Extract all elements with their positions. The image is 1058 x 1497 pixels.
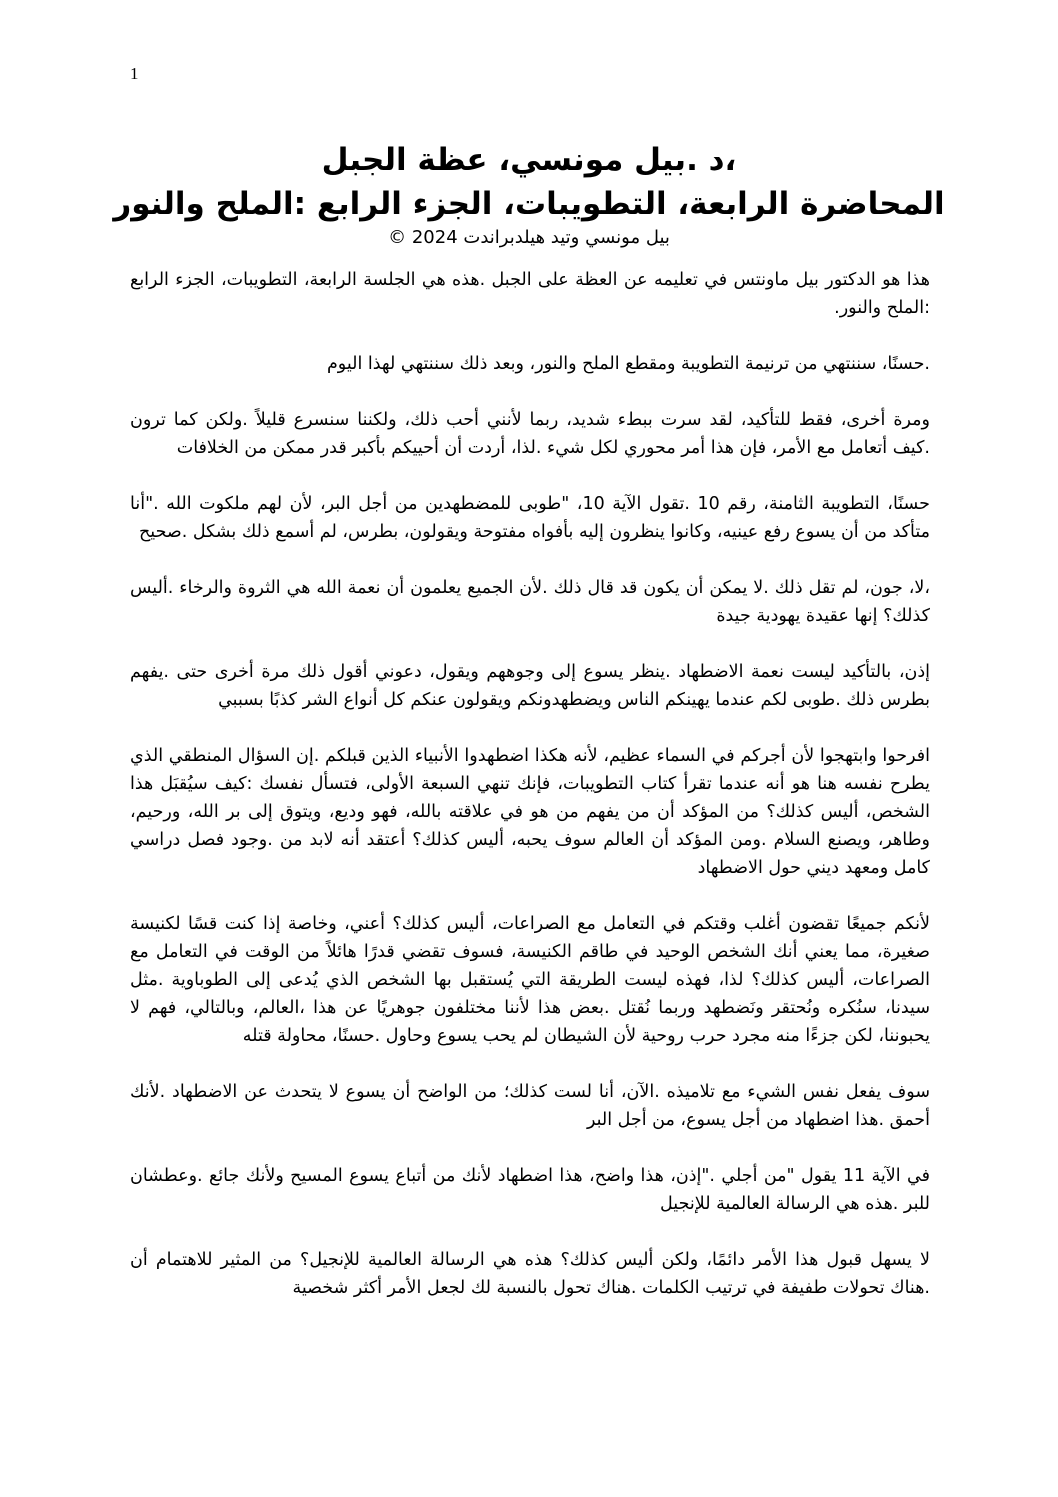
paragraph: .حسنًا، سننتهي من ترنيمة التطويبة ومقطع الملح والنور، وبعد ذلك سننتهي لهذا اليوم <box>326 354 930 374</box>
document-header <box>100 138 958 250</box>
paragraph: حسنًا، التطويبة الثامنة، رقم 10 .تقول الآية 10، "طوبى للمضطهدين من أجل البر، لأن لهم ملكوت الله ."أنا متأكد من أن يسوع رفع عينيه، وكانوا ينظرون إليه بأفواه مفتوحة ويقولون، بطرس، لم أسمع ذلك بشكل .صحيح <box>130 494 930 542</box>
title-line-2: المحاضرة الرابعة، التطويبات، الجزء الرابع :الملح والنور <box>113 186 945 222</box>
paragraph: سوف يفعل نفس الشيء مع تلاميذه .الآن، أنا لست كذلك؛ من الواضح أن يسوع لا يتحدث عن الاضطهاد .لأنك أحمق .هذا اضطهاد من أجل يسوع، من أجل البر <box>130 1082 930 1130</box>
paragraph: هذا هو الدكتور بيل ماونتس في تعليمه عن العظة على الجبل .هذه هي الجلسة الرابعة، التطويبات، الجزء الرابع :الملح والنور. <box>130 270 930 318</box>
paragraph: افرحوا وابتهجوا لأن أجركم في السماء عظيم، لأنه هكذا اضطهدوا الأنبياء الذين قبلكم .إن السؤال المنطقي الذي يطرح نفسه هنا هو أنه عندما تقرأ كتاب التطويبات، فإنك تنهي السبعة الأولى، فتسأل نفسك :كيف سيُقبَل هذا الشخص، أليس كذلك؟ من المؤكد أن من يفهم من هو في علاقته بالله، فهو وديع، ويتوق إلى بر الله، ورحيم، وطاهر، ويصنع السلام .ومن المؤكد أن العالم سوف يحبه، أليس كذلك؟ أعتقد أنه لابد من .وجود فصل دراسي كامل ومعهد ديني حول الاضطهاد <box>130 746 930 878</box>
paragraph: لا يسهل قبول هذا الأمر دائمًا، ولكن أليس كذلك؟ هذه هي الرسالة العالمية للإنجيل؟ من المثير للاهتمام أن .هناك تحولات طفيفة في ترتيب الكلمات .هناك تحول بالنسبة لك لجعل الأمر أكثر شخصية <box>130 1250 930 1298</box>
paragraph: ومرة أخرى، فقط للتأكيد، لقد سرت ببطء شديد، ربما لأنني أحب ذلك، ولكننا سنسرع قليلاً .ولكن كما ترون .كيف أتعامل مع الأمر، فإن هذا أمر محوري لكل شيء .لذا، أردت أن أحييكم بأكبر قدر ممكن من الخلافات <box>130 410 930 458</box>
title-line-1: ،د .بيل مونسي، عظة الجبل <box>321 142 737 178</box>
paragraph: في الآية 11 يقول "من أجلي ."إذن، هذا واضح، هذا اضطهاد لأنك من أتباع يسوع المسيح ولأنك جائع .وعطشان للبر .هذه هي الرسالة العالمية للإنجيل <box>130 1166 930 1214</box>
paragraph: لأنكم جميعًا تقضون أغلب وقتكم في التعامل مع الصراعات، أليس كذلك؟ أعني، وخاصة إذا كنت قسًا لكنيسة صغيرة، مما يعني أنك الشخص الوحيد في طاقم الكنيسة، فسوف تقضي قدرًا هائلاً من الوقت في التعامل مع الصراعات، أليس كذلك؟ لذا، فهذه ليست الطريقة التي يُستقبل بها الشخص الذي يُدعى إلى الطوباوية .مثل سيدنا، سنُكره ونُحتقر ونَضطهد وربما نُقتل .بعض هذا لأننا مختلفون جوهريًا عن هذا ،العالم، وبالتالي، فهم لا يحبوننا، لكن جزءًا منه مجرد حرب روحية لأن الشيطان لم يحب يسوع وحاول .حسنًا، محاولة قتله <box>130 914 930 1046</box>
paragraph: ،لا، جون، لم تقل ذلك .لا يمكن أن يكون قد قال ذلك .لأن الجميع يعلمون أن نعمة الله هي الثروة والرخاء .أليس كذلك؟ إنها عقيدة يهودية جيدة <box>130 578 930 626</box>
document-body <box>130 266 930 1330</box>
page-number: 1 <box>130 64 139 83</box>
copyright-line: بيل مونسي وتيد هيلدبراندت 2024 © <box>388 227 670 248</box>
paragraph: إذن، بالتأكيد ليست نعمة الاضطهاد .ينظر يسوع إلى وجوههم ويقول، دعوني أقول ذلك مرة أخرى حتى .يفهم بطرس ذلك .طوبى لكم عندما يهينكم الناس ويضطهدونكم ويقولون عنكم كل أنواع الشر كذبًا بسببي <box>130 662 930 710</box>
